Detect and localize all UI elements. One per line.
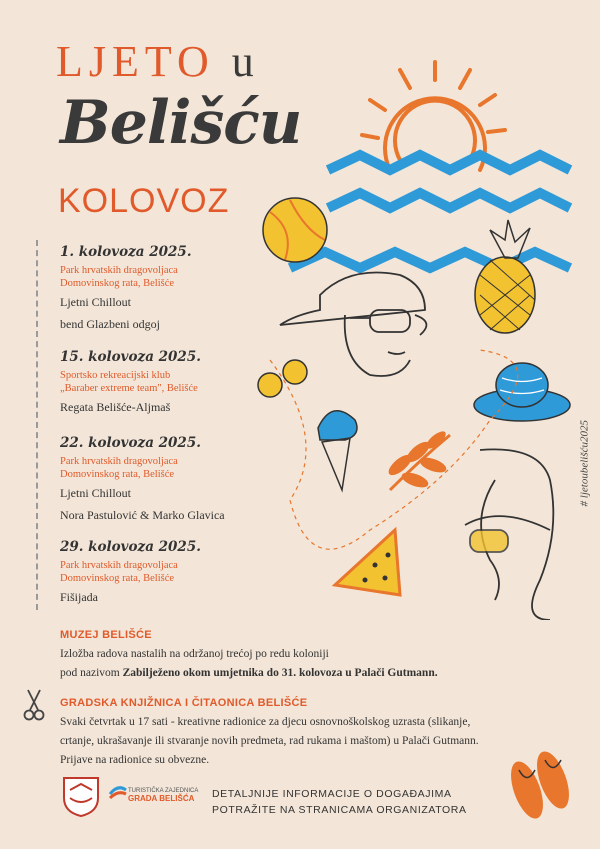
flip-flops-icon	[505, 740, 575, 830]
museum-title: MUZEJ BELIŠĆE	[60, 629, 152, 641]
sunglasses-icon	[250, 360, 307, 400]
city-coat-of-arms-logo	[62, 776, 100, 818]
library-line: crtanje, ukrašavanje ili stvaranje novih predmeta, rad rukama i maštom) u Palači Gutmann.	[60, 735, 479, 747]
event-date: 1. kolovoza 2025.	[60, 244, 192, 260]
scissors-icon	[22, 688, 46, 722]
month-title: KOLOVOZ	[58, 182, 230, 220]
summer-illustration	[250, 60, 590, 620]
footer-line: DETALJNIJE INFORMACIJE O DOGAĐAJIMA	[212, 788, 452, 800]
museum-line-bold: Zabilježeno okom umjetnika do 31. kolovoza u Palači Gutmann.	[122, 667, 438, 679]
event-location: Domovinskog rata, Belišće	[60, 469, 175, 480]
library-line: Prijave na radionice su obvezne.	[60, 754, 210, 766]
event-description: Fišijada	[60, 590, 98, 604]
library-text	[60, 713, 530, 770]
museum-text	[60, 645, 530, 683]
beach-ball-icon	[263, 198, 327, 262]
event-description: Regata Belišće-Aljmaš	[60, 400, 171, 414]
event-location: Domovinskog rata, Belišće	[60, 278, 175, 289]
event-item	[60, 244, 260, 334]
pineapple-icon	[475, 220, 535, 333]
event-item	[60, 349, 260, 417]
tourist-board-line: GRADA BELIŠĆA	[128, 794, 195, 803]
event-date: 29. kolovoza 2025.	[60, 539, 201, 555]
event-description: bend Glazbeni odgoj	[60, 317, 160, 331]
leaf-branch-icon	[385, 428, 450, 490]
watermelon-icon	[335, 530, 400, 595]
tourist-board-logo	[108, 782, 128, 802]
event-location: Park hrvatskih dragovoljaca	[60, 456, 178, 467]
sun-hat-icon	[474, 363, 570, 421]
event-item	[60, 539, 260, 607]
hashtag: # ljetoubelišću2025	[578, 420, 590, 507]
divider-dashed	[36, 240, 38, 610]
event-location: Park hrvatskih dragovoljaca	[60, 265, 178, 276]
event-location: Domovinskog rata, Belišće	[60, 573, 175, 584]
woman-face-icon	[465, 449, 553, 620]
title-place: Belišću	[60, 88, 302, 158]
tourist-board-line: TURISTIČKA ZAJEDNICA	[128, 788, 199, 794]
museum-line-prefix: pod nazivom	[60, 667, 123, 679]
event-location: Park hrvatskih dragovoljaca	[60, 560, 178, 571]
tourist-board-name	[128, 787, 198, 803]
event-date: 15. kolovoza 2025.	[60, 349, 201, 365]
event-location: „Baraber extreme team", Belišće	[60, 383, 198, 394]
museum-line	[60, 664, 530, 683]
title-ljeto: LJETO u	[56, 37, 254, 86]
man-face-icon	[280, 273, 426, 377]
library-title: GRADSKA KNJIŽNICA I ČITAONICA BELIŠĆE	[60, 697, 308, 709]
event-location: Sportsko rekreacijski klub	[60, 370, 171, 381]
event-date: 22. kolovoza 2025.	[60, 435, 201, 451]
waves-icon	[290, 155, 570, 268]
event-description: Ljetni Chillout	[60, 486, 131, 500]
ice-cream-icon	[318, 411, 357, 490]
event-description: Nora Pastulović & Marko Glavica	[60, 508, 225, 522]
footer-info	[212, 786, 467, 818]
library-line: Svaki četvrtak u 17 sati - kreativne radionice za djecu osnovnoškolskog uzrasta (slikanje,	[60, 716, 471, 728]
event-description: Ljetni Chillout	[60, 295, 131, 309]
title-u: u	[231, 37, 254, 86]
event-item	[60, 435, 260, 525]
footer-line: POTRAŽITE NA STRANICAMA ORGANIZATORA	[212, 804, 467, 816]
museum-line: Izložba radova nastalih na održanoj trećoj po redu koloniji	[60, 648, 329, 660]
